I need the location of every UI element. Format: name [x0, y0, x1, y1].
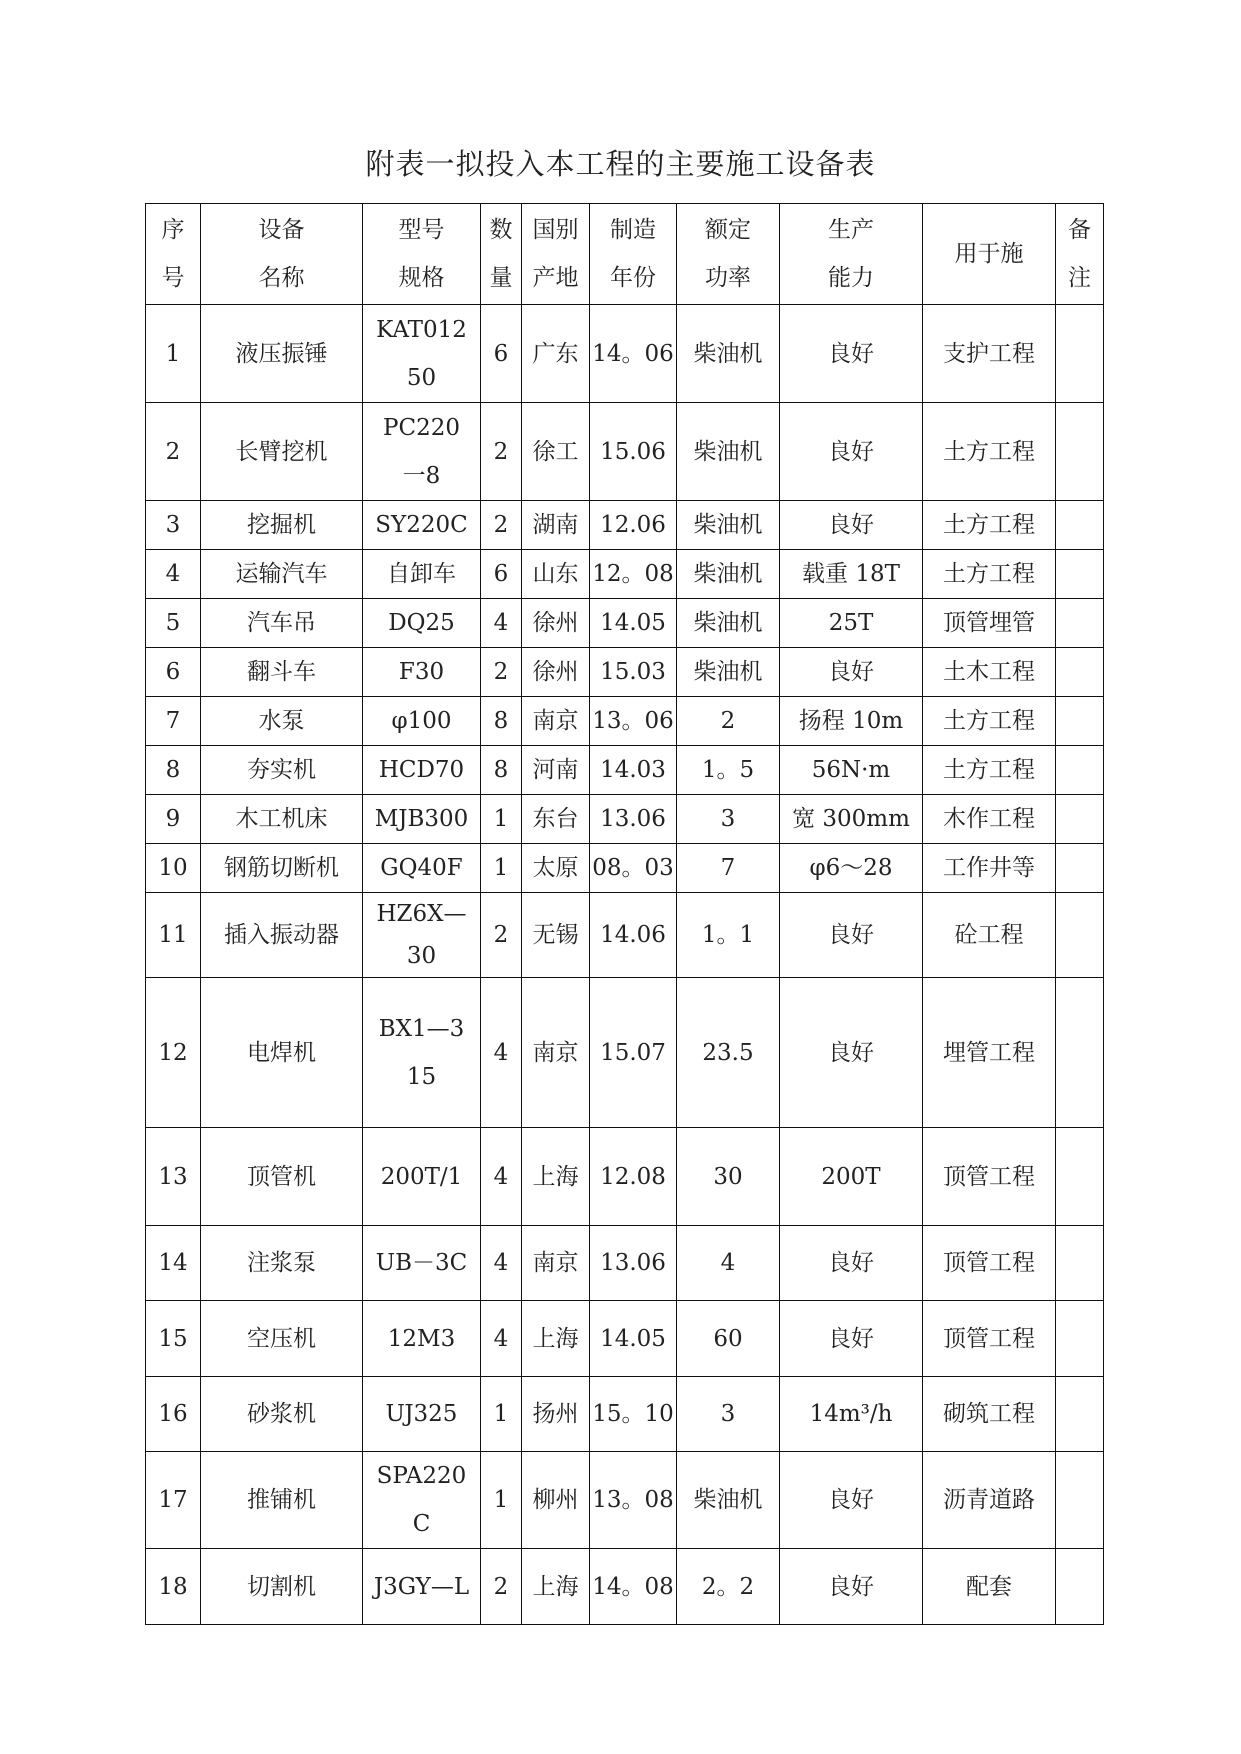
cell-qty: 2	[481, 893, 522, 978]
cell-name: 挖掘机	[201, 501, 363, 550]
cell-model: 12M3	[363, 1301, 481, 1377]
cell-no: 3	[146, 501, 201, 550]
cell-capacity: φ6～28	[780, 844, 923, 893]
cell-use: 配套	[923, 1549, 1056, 1625]
cell-note	[1056, 1549, 1104, 1625]
cell-note	[1056, 844, 1104, 893]
cell-no: 13	[146, 1128, 201, 1226]
cell-note	[1056, 795, 1104, 844]
cell-capacity: 良好	[780, 1452, 923, 1549]
cell-power: 7	[677, 844, 780, 893]
equipment-table	[145, 203, 1104, 1625]
cell-model: UJ325	[363, 1377, 481, 1452]
cell-year: 13。08	[590, 1452, 677, 1549]
cell-model: HZ6X—30	[363, 893, 481, 978]
cell-model: DQ25	[363, 599, 481, 648]
cell-origin: 徐州	[522, 648, 590, 697]
cell-origin: 上海	[522, 1549, 590, 1625]
cell-origin: 上海	[522, 1128, 590, 1226]
cell-qty: 4	[481, 1226, 522, 1301]
cell-qty: 6	[481, 305, 522, 403]
cell-no: 12	[146, 978, 201, 1128]
cell-name: 汽车吊	[201, 599, 363, 648]
cell-qty: 1	[481, 844, 522, 893]
cell-note	[1056, 746, 1104, 795]
table-body	[146, 204, 1104, 1625]
cell-capacity: 良好	[780, 978, 923, 1128]
cell-power: 1。5	[677, 746, 780, 795]
cell-qty: 2	[481, 1549, 522, 1625]
cell-name: 切割机	[201, 1549, 363, 1625]
table-row	[146, 599, 1104, 648]
header-cell	[201, 204, 363, 305]
cell-use: 顶管工程	[923, 1301, 1056, 1377]
cell-origin: 广东	[522, 305, 590, 403]
cell-year: 14。06	[590, 305, 677, 403]
cell-origin: 徐工	[522, 403, 590, 501]
cell-model: KAT01250	[363, 305, 481, 403]
cell-name: 夯实机	[201, 746, 363, 795]
cell-capacity: 56N·m	[780, 746, 923, 795]
table-row	[146, 501, 1104, 550]
cell-origin: 扬州	[522, 1377, 590, 1452]
header-cell	[522, 204, 590, 305]
cell-power: 2	[677, 697, 780, 746]
cell-origin: 太原	[522, 844, 590, 893]
header-line1: 数	[489, 217, 513, 243]
cell-no: 4	[146, 550, 201, 599]
cell-year: 14.05	[590, 1301, 677, 1377]
header-cell	[363, 204, 481, 305]
cell-name: 液压振锤	[201, 305, 363, 403]
cell-use: 埋管工程	[923, 978, 1056, 1128]
cell-no: 1	[146, 305, 201, 403]
cell-qty: 8	[481, 697, 522, 746]
cell-power: 柴油机	[677, 648, 780, 697]
cell-use: 顶管工程	[923, 1128, 1056, 1226]
cell-name: 顶管机	[201, 1128, 363, 1226]
cell-note	[1056, 599, 1104, 648]
cell-name: 运输汽车	[201, 550, 363, 599]
header-cell	[481, 204, 522, 305]
cell-use: 支护工程	[923, 305, 1056, 403]
cell-no: 5	[146, 599, 201, 648]
header-line2: 功率	[705, 265, 751, 291]
header-line2: 量	[489, 265, 513, 291]
cell-note	[1056, 305, 1104, 403]
cell-note	[1056, 550, 1104, 599]
cell-year: 13.06	[590, 795, 677, 844]
cell-qty: 2	[481, 501, 522, 550]
cell-power: 4	[677, 1226, 780, 1301]
cell-model: UB－3C	[363, 1226, 481, 1301]
cell-note	[1056, 648, 1104, 697]
table-row	[146, 893, 1104, 978]
cell-note	[1056, 893, 1104, 978]
cell-power: 60	[677, 1301, 780, 1377]
cell-model: MJB300	[363, 795, 481, 844]
cell-power: 2。2	[677, 1549, 780, 1625]
cell-no: 6	[146, 648, 201, 697]
header-line2: 注	[1068, 265, 1091, 291]
cell-origin: 东台	[522, 795, 590, 844]
cell-year: 14.06	[590, 893, 677, 978]
cell-year: 13。06	[590, 697, 677, 746]
header-line1: 序	[161, 217, 185, 243]
cell-year: 13.06	[590, 1226, 677, 1301]
cell-use: 工作井等	[923, 844, 1056, 893]
cell-name: 水泵	[201, 697, 363, 746]
cell-no: 11	[146, 893, 201, 978]
table-row	[146, 403, 1104, 501]
cell-note	[1056, 978, 1104, 1128]
cell-name: 插入振动器	[201, 893, 363, 978]
cell-qty: 4	[481, 1301, 522, 1377]
header-line1: 生产	[828, 217, 874, 243]
cell-use: 土木工程	[923, 648, 1056, 697]
cell-qty: 1	[481, 1452, 522, 1549]
cell-qty: 1	[481, 795, 522, 844]
cell-origin: 南京	[522, 978, 590, 1128]
cell-origin: 河南	[522, 746, 590, 795]
cell-name: 翻斗车	[201, 648, 363, 697]
cell-capacity: 良好	[780, 893, 923, 978]
table-row	[146, 1128, 1104, 1226]
cell-power: 柴油机	[677, 403, 780, 501]
cell-capacity: 载重 18T	[780, 550, 923, 599]
header-cell	[677, 204, 780, 305]
table-row	[146, 550, 1104, 599]
header-cell	[590, 204, 677, 305]
cell-name: 钢筋切断机	[201, 844, 363, 893]
page-title: 附表一拟投入本工程的主要施工设备表	[365, 147, 876, 181]
cell-model: HCD70	[363, 746, 481, 795]
cell-qty: 2	[481, 648, 522, 697]
cell-use: 砼工程	[923, 893, 1056, 978]
cell-model: J3GY—L	[363, 1549, 481, 1625]
cell-year: 15。10	[590, 1377, 677, 1452]
table-row	[146, 1377, 1104, 1452]
cell-use: 顶管埋管	[923, 599, 1056, 648]
cell-no: 8	[146, 746, 201, 795]
cell-capacity: 良好	[780, 648, 923, 697]
header-line1: 设备	[258, 217, 305, 243]
cell-capacity: 良好	[780, 1226, 923, 1301]
header-cell	[780, 204, 923, 305]
cell-model: φ100	[363, 697, 481, 746]
header-line2: 号	[161, 265, 185, 291]
cell-capacity: 宽 300mm	[780, 795, 923, 844]
cell-name: 空压机	[201, 1301, 363, 1377]
cell-note	[1056, 697, 1104, 746]
cell-name: 推铺机	[201, 1452, 363, 1549]
cell-model: SY220C	[363, 501, 481, 550]
header-line1: 国别	[532, 217, 579, 243]
cell-qty: 6	[481, 550, 522, 599]
header-line1: 型号	[398, 217, 445, 243]
cell-year: 08。03	[590, 844, 677, 893]
cell-power: 柴油机	[677, 305, 780, 403]
cell-power: 23.5	[677, 978, 780, 1128]
cell-origin: 柳州	[522, 1452, 590, 1549]
cell-power: 柴油机	[677, 1452, 780, 1549]
cell-power: 柴油机	[677, 599, 780, 648]
cell-no: 17	[146, 1452, 201, 1549]
cell-power: 30	[677, 1128, 780, 1226]
cell-no: 7	[146, 697, 201, 746]
header-line2: 能力	[828, 265, 874, 291]
cell-note	[1056, 1128, 1104, 1226]
cell-qty: 4	[481, 1128, 522, 1226]
header-row	[146, 204, 1104, 305]
table-row	[146, 795, 1104, 844]
cell-qty: 4	[481, 978, 522, 1128]
cell-note	[1056, 1226, 1104, 1301]
cell-capacity: 良好	[780, 403, 923, 501]
cell-model: F30	[363, 648, 481, 697]
cell-year: 14。08	[590, 1549, 677, 1625]
cell-origin: 山东	[522, 550, 590, 599]
header-line1: 制造	[610, 217, 656, 243]
cell-capacity: 25T	[780, 599, 923, 648]
cell-origin: 徐州	[522, 599, 590, 648]
cell-origin: 无锡	[522, 893, 590, 978]
cell-capacity: 良好	[780, 1549, 923, 1625]
cell-note	[1056, 501, 1104, 550]
cell-use: 砌筑工程	[923, 1377, 1056, 1452]
header-line2: 名称	[258, 265, 305, 291]
header-line1: 备	[1068, 217, 1091, 243]
cell-name: 砂浆机	[201, 1377, 363, 1452]
cell-no: 18	[146, 1549, 201, 1625]
cell-note	[1056, 403, 1104, 501]
cell-no: 16	[146, 1377, 201, 1452]
table-row	[146, 1226, 1104, 1301]
cell-note	[1056, 1377, 1104, 1452]
table-row	[146, 1452, 1104, 1549]
header-line2: 规格	[398, 265, 445, 291]
cell-model: 200T/1	[363, 1128, 481, 1226]
table-row	[146, 746, 1104, 795]
cell-use: 顶管工程	[923, 1226, 1056, 1301]
header-line1: 用于施	[954, 241, 1024, 267]
cell-use: 土方工程	[923, 501, 1056, 550]
cell-year: 14.05	[590, 599, 677, 648]
cell-capacity: 14m³/h	[780, 1377, 923, 1452]
cell-model: PC220一8	[363, 403, 481, 501]
cell-name: 注浆泵	[201, 1226, 363, 1301]
cell-capacity: 扬程 10m	[780, 697, 923, 746]
cell-origin: 南京	[522, 1226, 590, 1301]
cell-capacity: 200T	[780, 1128, 923, 1226]
header-line2: 产地	[532, 265, 579, 291]
cell-no: 10	[146, 844, 201, 893]
cell-use: 土方工程	[923, 550, 1056, 599]
cell-model: GQ40F	[363, 844, 481, 893]
cell-name: 木工机床	[201, 795, 363, 844]
cell-qty: 4	[481, 599, 522, 648]
table-row	[146, 978, 1104, 1128]
cell-year: 12.06	[590, 501, 677, 550]
cell-name: 长臂挖机	[201, 403, 363, 501]
cell-origin: 南京	[522, 697, 590, 746]
cell-no: 15	[146, 1301, 201, 1377]
header-line2: 年份	[610, 265, 656, 291]
cell-year: 14.03	[590, 746, 677, 795]
cell-origin: 湖南	[522, 501, 590, 550]
cell-year: 12.08	[590, 1128, 677, 1226]
cell-use: 土方工程	[923, 746, 1056, 795]
cell-no: 14	[146, 1226, 201, 1301]
cell-no: 2	[146, 403, 201, 501]
cell-capacity: 良好	[780, 501, 923, 550]
cell-year: 15.06	[590, 403, 677, 501]
table-row	[146, 844, 1104, 893]
table-row	[146, 1549, 1104, 1625]
cell-power: 1。1	[677, 893, 780, 978]
cell-model: 自卸车	[363, 550, 481, 599]
header-cell	[1056, 204, 1104, 305]
cell-power: 柴油机	[677, 550, 780, 599]
cell-qty: 1	[481, 1377, 522, 1452]
cell-no: 9	[146, 795, 201, 844]
cell-capacity: 良好	[780, 305, 923, 403]
cell-year: 15.07	[590, 978, 677, 1128]
cell-power: 3	[677, 1377, 780, 1452]
cell-model: BX1—315	[363, 978, 481, 1128]
cell-year: 12。08	[590, 550, 677, 599]
cell-note	[1056, 1452, 1104, 1549]
cell-origin: 上海	[522, 1301, 590, 1377]
table-row	[146, 1301, 1104, 1377]
cell-year: 15.03	[590, 648, 677, 697]
cell-use: 土方工程	[923, 697, 1056, 746]
cell-model: SPA220C	[363, 1452, 481, 1549]
cell-power: 3	[677, 795, 780, 844]
table-row	[146, 648, 1104, 697]
cell-name: 电焊机	[201, 978, 363, 1128]
table-row	[146, 697, 1104, 746]
cell-capacity: 良好	[780, 1301, 923, 1377]
cell-use: 木作工程	[923, 795, 1056, 844]
cell-use: 土方工程	[923, 403, 1056, 501]
cell-note	[1056, 1301, 1104, 1377]
cell-power: 柴油机	[677, 501, 780, 550]
cell-qty: 2	[481, 403, 522, 501]
table-row	[146, 305, 1104, 403]
cell-use: 沥青道路	[923, 1452, 1056, 1549]
header-line1: 额定	[705, 217, 751, 243]
header-cell	[923, 204, 1056, 305]
cell-qty: 8	[481, 746, 522, 795]
header-cell	[146, 204, 201, 305]
